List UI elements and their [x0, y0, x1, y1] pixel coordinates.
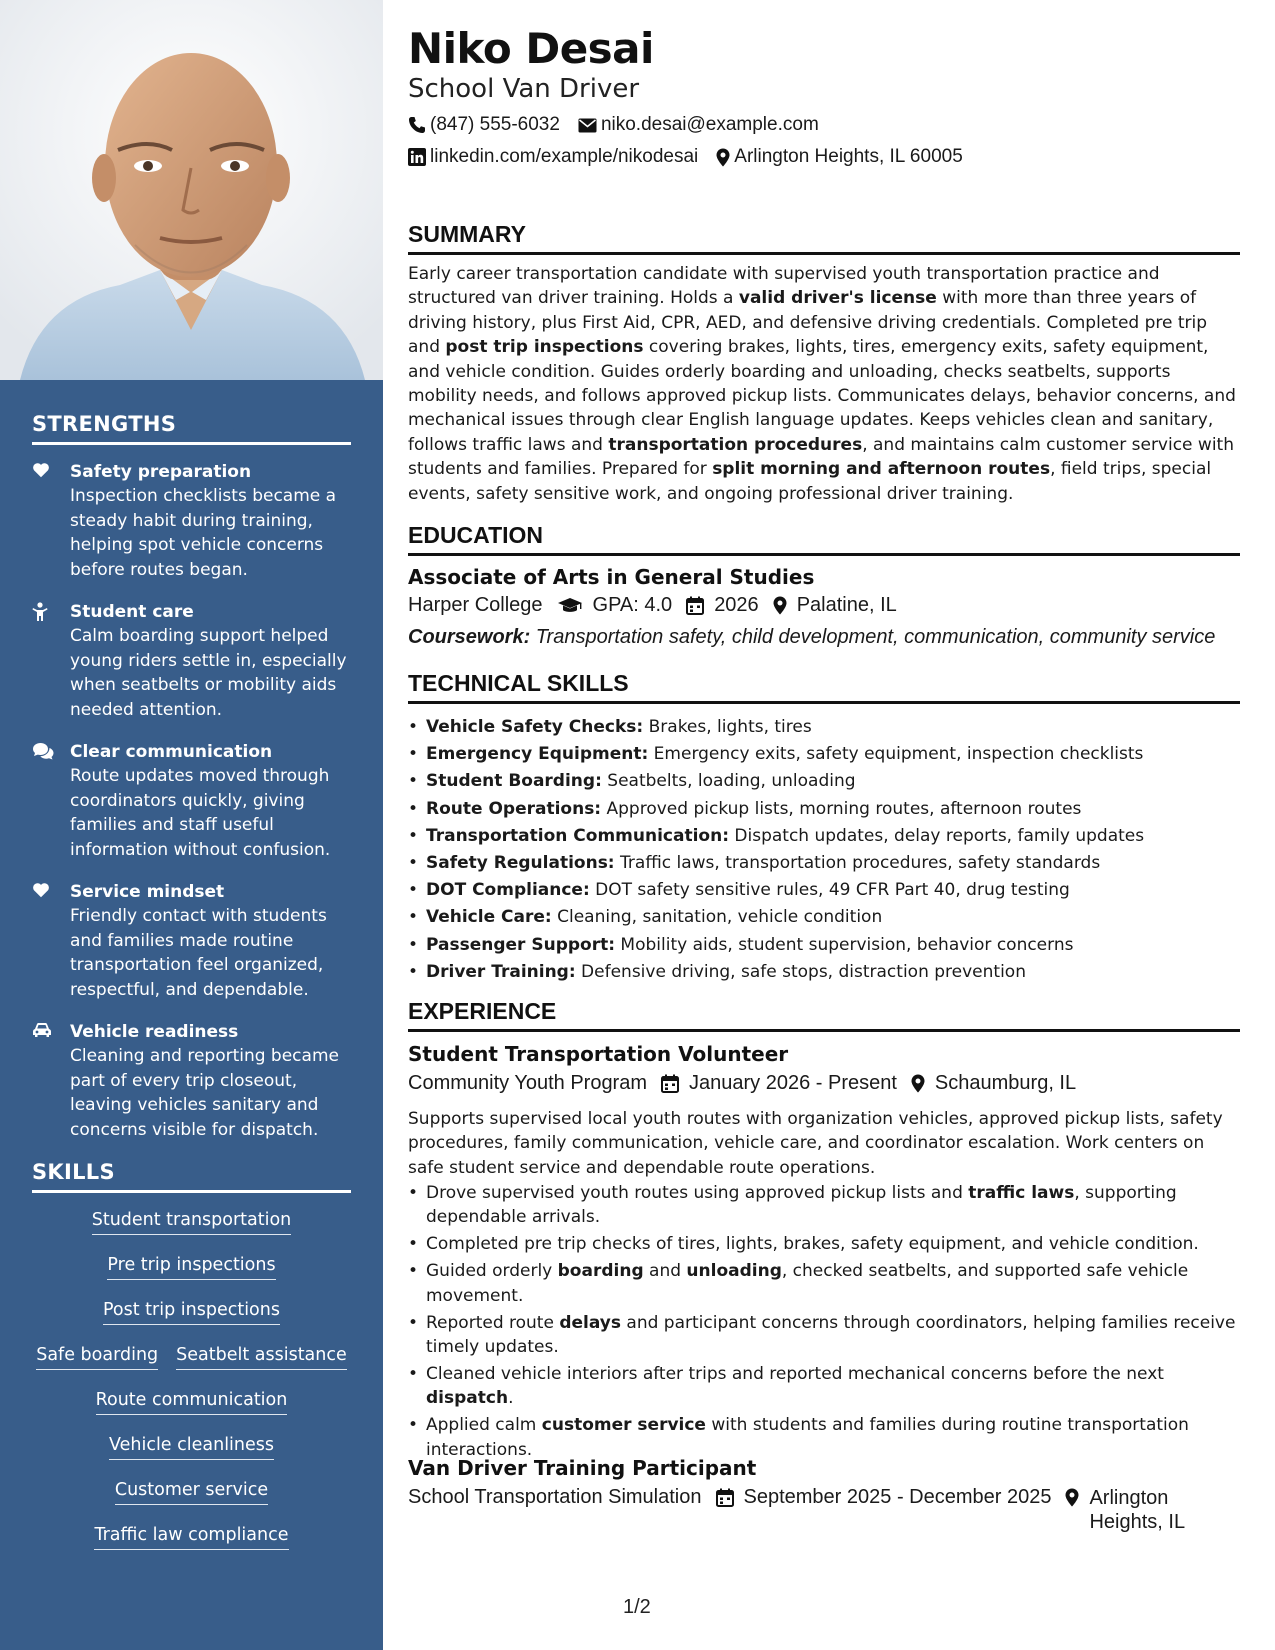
list-item	[408, 850, 1240, 877]
page-number: 1/2	[623, 1596, 651, 1618]
profile-photo	[0, 0, 383, 380]
bullet-highlight: unloading	[686, 1261, 782, 1282]
list-item	[408, 1362, 1240, 1411]
strength-item	[32, 740, 351, 862]
organization-name: Community Youth Program	[408, 1072, 648, 1094]
calendar-icon	[716, 1488, 734, 1507]
list-item	[408, 1311, 1240, 1360]
job-dates: January 2026 - Present	[689, 1072, 897, 1094]
envelope-icon	[578, 118, 597, 133]
strengths-list	[32, 460, 351, 1160]
skills-list	[32, 1210, 351, 1570]
graduation-cap-icon	[557, 597, 583, 615]
bullet-text: Cleaned vehicle interiors after trips and reported mechanical concerns before the next	[426, 1363, 1164, 1384]
list-item	[408, 768, 1240, 795]
skill-label: DOT Compliance:	[426, 880, 590, 901]
location-pin-icon	[911, 1074, 925, 1093]
bullet-highlight: dispatch	[426, 1388, 509, 1409]
bullet-text: and	[643, 1261, 687, 1282]
contact-row	[408, 114, 837, 136]
summary-text	[408, 262, 1240, 506]
sidebar	[0, 0, 383, 1650]
skill-value: DOT safety sensitive rules, 49 CFR Part 40, drug testing	[589, 880, 1070, 901]
summary-heading: SUMMARY	[408, 221, 1240, 255]
summary-highlight: valid driver's license	[738, 288, 937, 309]
organization-name: School Transportation Simulation	[408, 1486, 702, 1508]
list-item	[408, 823, 1240, 850]
list-item	[408, 1259, 1240, 1308]
phone-icon	[408, 116, 426, 134]
summary-highlight: split morning and afternoon routes	[712, 459, 1051, 480]
linkedin-link[interactable]: linkedin.com/example/nikodesai	[430, 146, 699, 167]
coursework-list: Transportation safety, child development, communication, community service	[530, 626, 1216, 648]
car-icon	[32, 1020, 70, 1142]
job-location: Arlington Heights, IL	[1089, 1487, 1186, 1533]
strength-text: Route updates moved through coordinators quickly, giving families and staff useful information without confusion.	[70, 766, 331, 860]
portrait-image	[0, 0, 383, 380]
list-item	[408, 796, 1240, 823]
bullet-text: .	[508, 1388, 514, 1409]
heart-icon	[32, 880, 70, 1002]
linkedin-icon	[408, 148, 426, 166]
education-meta	[408, 594, 897, 617]
skills-heading: SKILLS	[32, 1160, 351, 1193]
strength-title: Student care	[70, 602, 194, 622]
skill-label: Driver Training:	[426, 961, 576, 982]
strength-item	[32, 600, 351, 722]
skill-label: Passenger Support:	[426, 934, 616, 955]
location-pin-icon	[716, 148, 730, 167]
coursework	[408, 626, 1215, 649]
skill-tag: Traffic law compliance	[94, 1525, 288, 1550]
list-item	[408, 741, 1240, 768]
school-name: Harper College	[408, 594, 543, 616]
calendar-icon	[686, 596, 704, 615]
skill-label: Emergency Equipment:	[426, 744, 649, 765]
skill-tag: Vehicle cleanliness	[109, 1435, 274, 1460]
bullet-text: with students and families during routine transportation interactions.	[426, 1415, 1189, 1460]
strength-title: Vehicle readiness	[70, 1022, 239, 1042]
strength-title: Service mindset	[70, 882, 225, 902]
skill-tag: Student transportation	[92, 1210, 292, 1235]
bullet-highlight: delays	[559, 1312, 622, 1333]
bullet-text: Drove supervised youth routes using approved pickup lists and	[426, 1183, 969, 1203]
summary-part: with more than three years of driving history, plus First Aid, CPR, AED, and defensive driving credentials. Completed pre trip and	[408, 288, 1208, 358]
skill-value: Mobility aids, student supervision, behavior concerns	[615, 934, 1074, 955]
job-title: School Van Driver	[408, 74, 640, 104]
location-pin-icon	[1065, 1488, 1079, 1507]
bullet-text: Completed pre trip checks of tires, lights, brakes, safety equipment, and vehicle condition.	[426, 1234, 1199, 1255]
candidate-name: Niko Desai	[408, 24, 654, 73]
bullet-text: , supporting dependable arrivals.	[426, 1183, 1177, 1228]
list-item	[408, 904, 1240, 931]
skill-value: Defensive driving, safe stops, distraction prevention	[575, 961, 1026, 982]
experience-heading: EXPERIENCE	[408, 998, 1240, 1032]
skill-tag: Seatbelt assistance	[176, 1345, 347, 1370]
job-title: Student Transportation Volunteer	[408, 1042, 789, 1066]
job-location: Schaumburg, IL	[934, 1072, 1077, 1094]
graduation-year: 2026	[714, 594, 759, 616]
skill-value: Cleaning, sanitation, vehicle condition	[551, 907, 883, 928]
bullet-highlight: traffic laws	[968, 1183, 1075, 1203]
strengths-heading: STRENGTHS	[32, 412, 351, 445]
location-pin-icon	[773, 596, 787, 615]
strength-title: Safety preparation	[70, 462, 252, 482]
job-bullets	[408, 1181, 1240, 1464]
job-meta	[408, 1072, 1076, 1095]
child-icon	[32, 600, 70, 722]
school-location: Palatine, IL	[796, 594, 897, 616]
calendar-icon	[661, 1074, 679, 1093]
job-dates: September 2025 - December 2025	[743, 1486, 1052, 1508]
skill-label: Route Operations:	[426, 798, 602, 819]
bullet-text: , checked seatbelts, and supported safe vehicle movement.	[426, 1261, 1189, 1306]
list-item	[408, 959, 1240, 986]
education-heading: EDUCATION	[408, 522, 1240, 556]
skill-tag: Route communication	[96, 1390, 288, 1415]
location-text: Arlington Heights, IL 60005	[734, 146, 963, 167]
bullet-text: and participant concerns through coordinators, helping families receive timely updates.	[426, 1312, 1236, 1357]
skill-value: Dispatch updates, delay reports, family updates	[729, 825, 1145, 846]
summary-part: covering brakes, lights, tires, emergency exits, safety equipment, and vehicle condition. Guides orderly boarding and unloading, checks seatbelts, supports mobility needs, and follows approved pickup lists. Communicates delays, behavior concerns, and mechanical issues through clear English language updates. Keeps vehicles clean and sanitary, follows traffic laws and	[408, 337, 1236, 455]
skill-label: Student Boarding:	[426, 771, 602, 792]
skill-tag: Pre trip inspections	[107, 1255, 275, 1280]
bullet-highlight: customer service	[541, 1415, 706, 1436]
job-description: Supports supervised local youth routes with organization vehicles, approved pickup lists, safety procedures, family communication, vehicle care, and coordinator escalation. Work centers on safe student service and dependable route operations.	[408, 1109, 1223, 1178]
skill-label: Vehicle Safety Checks:	[426, 717, 644, 737]
strength-text: Cleaning and reporting became part of every trip closeout, leaving vehicles sanitary and concerns visible for dispatch.	[70, 1046, 339, 1140]
list-item	[408, 877, 1240, 904]
list-item	[408, 932, 1240, 959]
skill-tag: Customer service	[115, 1480, 268, 1505]
strength-text: Inspection checklists became a steady habit during training, helping spot vehicle concerns before routes began.	[70, 486, 337, 580]
list-item	[408, 1181, 1240, 1230]
skill-value: Traffic laws, transportation procedures, safety standards	[614, 853, 1101, 874]
technical-skills-heading: TECHNICAL SKILLS	[408, 670, 1240, 704]
strength-item	[32, 460, 351, 582]
bullet-text: Applied calm	[426, 1415, 542, 1436]
skill-label: Transportation Communication:	[426, 825, 729, 846]
bullet-highlight: boarding	[557, 1261, 644, 1282]
strength-title: Clear communication	[70, 742, 273, 762]
phone-number[interactable]: (847) 555-6032	[430, 114, 560, 135]
summary-part: , and maintains calm customer service with students and families. Prepared for	[408, 434, 1234, 480]
list-item	[408, 714, 1240, 741]
list-item	[408, 1413, 1240, 1462]
skill-value: Brakes, lights, tires	[643, 717, 812, 737]
skill-value: Seatbelts, loading, unloading	[601, 771, 856, 792]
skill-tag: Post trip inspections	[103, 1300, 280, 1325]
job-meta	[408, 1486, 1199, 1534]
skill-label: Vehicle Care:	[426, 907, 552, 928]
strength-text: Calm boarding support helped young riders settle in, especially when seatbelts or mobility aids needed attention.	[70, 626, 347, 720]
summary-part: , field trips, special events, safety sensitive work, and ongoing professional driver training.	[408, 459, 1212, 504]
technical-skills-list	[408, 714, 1240, 986]
skill-tag: Safe boarding	[36, 1345, 158, 1370]
skill-value: Emergency exits, safety equipment, inspection checklists	[648, 744, 1144, 765]
heart-icon	[32, 460, 70, 582]
skill-value: Approved pickup lists, morning routes, afternoon routes	[601, 798, 1082, 819]
strength-text: Friendly contact with students and families made routine transportation feel organized, respectful, and dependable.	[70, 906, 327, 1000]
email-link[interactable]: niko.desai@example.com	[600, 114, 819, 135]
list-item	[408, 1232, 1240, 1256]
summary-part: Early career transportation candidate with supervised youth transportation practice and structured van driver training. Holds a	[408, 264, 1160, 309]
gpa-text: GPA: 4.0	[592, 594, 673, 616]
skill-label: Safety Regulations:	[426, 853, 615, 874]
strength-item	[32, 880, 351, 1002]
coursework-label: Coursework:	[408, 626, 531, 648]
contact-row	[408, 146, 981, 168]
bullet-text: Reported route	[426, 1312, 560, 1333]
strength-item	[32, 1020, 351, 1142]
summary-highlight: post trip inspections	[445, 337, 644, 358]
summary-highlight: transportation procedures	[608, 434, 863, 455]
bullet-text: Guided orderly	[426, 1261, 558, 1282]
job-title: Van Driver Training Participant	[408, 1456, 757, 1480]
degree-title: Associate of Arts in General Studies	[408, 565, 815, 589]
comments-icon	[32, 740, 70, 862]
